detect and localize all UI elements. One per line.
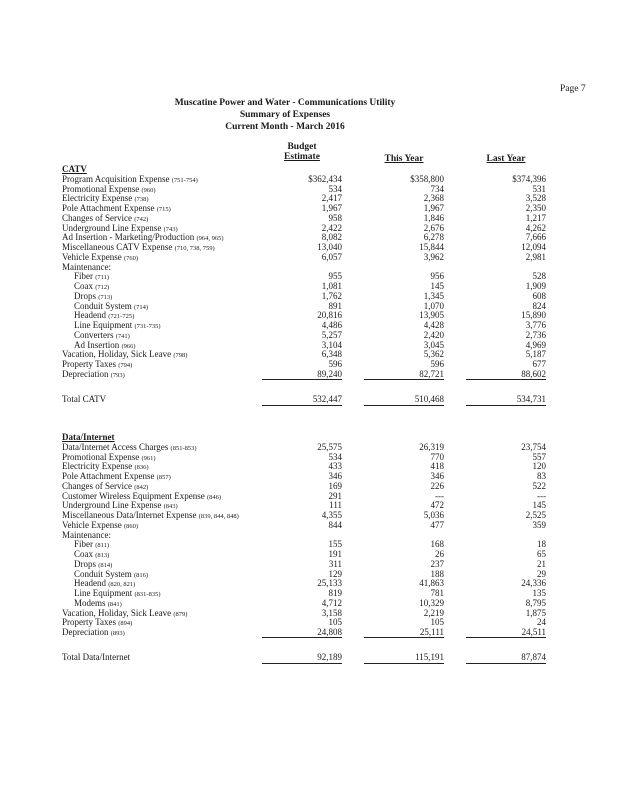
row-label-text: Property Taxes bbox=[62, 617, 116, 628]
this-year-value: 956 bbox=[430, 271, 444, 282]
budget-value: 6,057 bbox=[321, 251, 342, 262]
total-rule bbox=[466, 405, 546, 406]
budget-value: 1,762 bbox=[321, 290, 342, 301]
row-account-code: (794) bbox=[118, 362, 133, 369]
row-account-code: (836) bbox=[134, 464, 149, 472]
row-label-text: Ad Insertion - Marketing/Production bbox=[62, 232, 195, 243]
row-label-text: Headend bbox=[74, 578, 106, 589]
table-row bbox=[62, 271, 602, 281]
this-year-value: 2,368 bbox=[423, 193, 444, 204]
budget-value: 291 bbox=[328, 490, 342, 501]
last-year-value: 83 bbox=[537, 471, 546, 481]
row-account-code: (893) bbox=[110, 630, 125, 637]
last-year-value: 557 bbox=[532, 451, 546, 462]
catv-total-row bbox=[62, 394, 602, 404]
row-account-code: (842) bbox=[134, 483, 149, 491]
table-row bbox=[62, 549, 602, 559]
row-account-code: (846) bbox=[206, 493, 222, 501]
last-year-value: 21 bbox=[537, 558, 546, 569]
row-account-code: (966) bbox=[121, 342, 136, 350]
total-last-year-value: 534,731 bbox=[516, 393, 546, 404]
row-label-text: Customer Wireless Equipment Expense bbox=[62, 490, 205, 501]
table-row bbox=[62, 608, 602, 618]
row-label-text: Coax bbox=[74, 549, 93, 559]
this-year-value: 781 bbox=[430, 588, 444, 598]
budget-value: 129 bbox=[328, 568, 342, 579]
row-label-text: Maintenance: bbox=[62, 261, 111, 272]
row-account-code: (710, 738, 759) bbox=[174, 245, 215, 252]
row-account-code: (879) bbox=[173, 610, 188, 618]
budget-value: 25,575 bbox=[317, 441, 342, 452]
last-year-value: 12,094 bbox=[521, 242, 546, 252]
data-internet-total-row bbox=[62, 652, 602, 662]
row-label-text: Ad Insertion bbox=[74, 339, 120, 350]
budget-value: 89,240 bbox=[317, 368, 342, 379]
total-rule bbox=[262, 663, 342, 664]
last-year-value: 8,795 bbox=[525, 597, 546, 608]
budget-value: 2,422 bbox=[321, 222, 342, 233]
row-label-text: Vacation, Holiday, Sick Leave bbox=[62, 607, 172, 618]
budget-value: 955 bbox=[328, 271, 342, 282]
row-account-code: (741) bbox=[115, 332, 130, 340]
table-row bbox=[62, 262, 602, 272]
budget-value: 4,712 bbox=[321, 597, 342, 608]
table-row bbox=[62, 349, 602, 359]
table-row bbox=[62, 617, 602, 627]
row-account-code: (793) bbox=[110, 371, 125, 379]
row-label-text: Miscellaneous CATV Expense bbox=[62, 242, 173, 252]
table-row bbox=[62, 530, 602, 540]
this-year-value: 1,846 bbox=[423, 212, 444, 223]
row-account-code: (760) bbox=[123, 254, 139, 262]
this-year-value: 2,420 bbox=[423, 329, 444, 340]
table-row bbox=[62, 491, 602, 501]
budget-value: 433 bbox=[328, 461, 342, 472]
table-row bbox=[62, 301, 602, 311]
budget-value: 155 bbox=[328, 539, 342, 550]
total-budget-value: 92,189 bbox=[317, 651, 342, 662]
row-account-code: (751-754) bbox=[171, 176, 198, 184]
row-account-code: (742) bbox=[134, 215, 149, 223]
row-label-text: Underground Line Expense bbox=[62, 222, 162, 233]
row-label-text: Electricity Expense bbox=[62, 461, 133, 472]
last-year-value: 65 bbox=[537, 549, 546, 559]
row-label-text: Vehicle Expense bbox=[62, 519, 122, 530]
row-account-code: (811) bbox=[95, 542, 110, 550]
this-year-value: 1,345 bbox=[423, 290, 444, 301]
row-account-code: (798) bbox=[173, 352, 188, 360]
table-row bbox=[62, 252, 602, 262]
total-rule bbox=[262, 405, 342, 406]
budget-value: 891 bbox=[328, 300, 342, 311]
row-label-text: Fiber bbox=[74, 539, 93, 550]
row-label-text: Underground Line Expense bbox=[62, 500, 162, 511]
row-account-code: (841) bbox=[107, 600, 122, 608]
this-year-value: 3,962 bbox=[423, 251, 444, 262]
budget-value: 844 bbox=[328, 519, 342, 530]
row-account-code: (738) bbox=[134, 196, 149, 204]
last-year-value: 359 bbox=[532, 519, 546, 530]
last-year-value: 4,969 bbox=[525, 339, 546, 350]
this-year-value: 82,721 bbox=[419, 368, 444, 379]
this-year-value: 346 bbox=[430, 471, 444, 481]
budget-value: 105 bbox=[328, 617, 342, 628]
last-year-value: 2,350 bbox=[525, 203, 546, 213]
row-label-text: Depreciation bbox=[62, 627, 109, 637]
row-account-code: (743) bbox=[163, 225, 178, 233]
last-year-value: 522 bbox=[532, 480, 546, 491]
table-row bbox=[62, 500, 602, 510]
last-year-value: 3,776 bbox=[525, 320, 546, 330]
last-year-value: $374,396 bbox=[512, 173, 546, 184]
this-year-value: 472 bbox=[430, 500, 444, 511]
subtotal-rule bbox=[364, 637, 444, 638]
table-row bbox=[62, 442, 602, 452]
this-year-value: 15,844 bbox=[419, 242, 444, 252]
table-row bbox=[62, 471, 602, 481]
row-label-text: Pole Attachment Expense bbox=[62, 471, 155, 481]
total-last-year-value: 87,874 bbox=[521, 651, 546, 662]
table-row bbox=[62, 520, 602, 530]
table-row bbox=[62, 340, 602, 350]
total-rule bbox=[364, 663, 444, 664]
budget-value: 1,967 bbox=[321, 203, 342, 213]
this-year-value: 770 bbox=[430, 451, 444, 462]
subtotal-rule bbox=[262, 379, 342, 380]
row-label-text: Promotional Expense bbox=[62, 183, 140, 194]
data-internet-heading: Data/Internet bbox=[62, 432, 115, 442]
last-year-value: 29 bbox=[537, 568, 546, 579]
budget-value: 8,082 bbox=[321, 232, 342, 243]
subtotal-rule bbox=[466, 637, 546, 638]
budget-value: 4,486 bbox=[321, 320, 342, 330]
this-year-value: 4,428 bbox=[423, 320, 444, 330]
total-this-year-value: 510,468 bbox=[414, 393, 444, 404]
row-label-text: Drops bbox=[74, 558, 96, 569]
this-year-value: 25,111 bbox=[419, 627, 444, 637]
this-year-value: 1,967 bbox=[423, 203, 444, 213]
table-row bbox=[62, 369, 602, 379]
last-year-value: 24,511 bbox=[521, 627, 546, 637]
row-account-code: (851-853) bbox=[170, 444, 197, 452]
row-label-text: Coax bbox=[74, 281, 93, 291]
total-this-year-value: 115,191 bbox=[415, 651, 444, 662]
table-row bbox=[62, 203, 602, 213]
budget-value: 3,104 bbox=[321, 339, 342, 350]
row-account-code: (960) bbox=[141, 186, 156, 194]
row-label-text: Modems bbox=[74, 597, 106, 608]
table-row bbox=[62, 330, 602, 340]
row-label-text: Conduit System bbox=[74, 300, 132, 311]
table-row bbox=[62, 320, 602, 330]
last-year-value: 1,875 bbox=[525, 607, 546, 618]
last-year-value: 531 bbox=[532, 183, 546, 194]
row-account-code: (894) bbox=[118, 620, 133, 628]
last-year-value: 677 bbox=[532, 359, 546, 369]
row-label-text: Line Equipment bbox=[74, 320, 133, 330]
row-label-text: Drops bbox=[74, 290, 96, 301]
budget-value: 191 bbox=[328, 549, 342, 559]
row-account-code: (814) bbox=[98, 561, 113, 569]
this-year-value: 418 bbox=[430, 461, 444, 472]
table-row bbox=[62, 213, 602, 223]
row-label-text: Conduit System bbox=[74, 568, 132, 579]
table-row bbox=[62, 193, 602, 203]
last-year-value: 824 bbox=[532, 300, 546, 311]
last-year-value: --- bbox=[537, 490, 546, 501]
row-account-code: (860) bbox=[123, 522, 139, 530]
report-period: Current Month - March 2016 bbox=[225, 122, 345, 132]
subtotal-rule bbox=[262, 637, 342, 638]
this-year-value: 168 bbox=[430, 539, 444, 550]
table-row bbox=[62, 174, 602, 184]
last-year-value: 608 bbox=[532, 290, 546, 301]
col-header-last-year-label: Last Year bbox=[486, 154, 526, 164]
row-label-text: Changes of Service bbox=[62, 212, 132, 223]
total-rule bbox=[466, 663, 546, 664]
budget-value: 1,081 bbox=[321, 281, 342, 291]
page-number: Page 7 bbox=[560, 84, 586, 94]
this-year-value: 2,676 bbox=[423, 222, 444, 233]
this-year-value: 2,219 bbox=[423, 607, 444, 618]
this-year-value: 734 bbox=[430, 183, 444, 194]
last-year-value: 1,217 bbox=[525, 212, 546, 223]
budget-value: $362,434 bbox=[308, 173, 342, 184]
row-account-code: (712) bbox=[95, 284, 110, 291]
col-header-budget bbox=[262, 142, 342, 162]
this-year-value: 1,070 bbox=[423, 300, 444, 311]
budget-value: 958 bbox=[328, 212, 342, 223]
budget-value: 13,040 bbox=[317, 242, 342, 252]
row-account-code: (816) bbox=[134, 571, 149, 579]
row-label-text: Electricity Expense bbox=[62, 193, 133, 204]
budget-value: 346 bbox=[328, 471, 342, 481]
this-year-value: 13,905 bbox=[419, 310, 444, 321]
last-year-value: 4,262 bbox=[525, 222, 546, 233]
row-account-code: (857) bbox=[156, 474, 171, 481]
table-row bbox=[62, 539, 602, 549]
budget-value: 534 bbox=[328, 183, 342, 194]
row-account-code: (843) bbox=[163, 503, 178, 511]
last-year-value: 135 bbox=[532, 588, 546, 598]
table-row bbox=[62, 232, 602, 242]
budget-value: 819 bbox=[328, 588, 342, 598]
row-account-code: (731-735) bbox=[134, 323, 161, 330]
table-row bbox=[62, 291, 602, 301]
table-row bbox=[62, 598, 602, 608]
row-account-code: (711) bbox=[95, 274, 110, 282]
table-row bbox=[62, 242, 602, 252]
row-label-text: Data/Internet Access Charges bbox=[62, 441, 169, 452]
last-year-value: 24,336 bbox=[521, 578, 546, 589]
row-label bbox=[62, 369, 125, 381]
subtotal-rule bbox=[466, 379, 546, 380]
budget-value: 25,133 bbox=[317, 578, 342, 589]
last-year-value: 15,890 bbox=[521, 310, 546, 321]
last-year-value: 5,187 bbox=[525, 349, 546, 360]
last-year-value: 24 bbox=[537, 617, 546, 628]
table-row bbox=[62, 481, 602, 491]
budget-value: 6,348 bbox=[321, 349, 342, 360]
table-row bbox=[62, 569, 602, 579]
budget-value: 20,816 bbox=[317, 310, 342, 321]
row-account-code: (721-725) bbox=[108, 313, 135, 321]
budget-value: 111 bbox=[329, 500, 342, 511]
row-label-text: Property Taxes bbox=[62, 359, 116, 369]
budget-value: 311 bbox=[328, 558, 342, 569]
row-label-text: Program Acquisition Expense bbox=[62, 173, 170, 184]
table-row bbox=[62, 578, 602, 588]
catv-heading: CATV bbox=[62, 164, 87, 174]
this-year-value: 3,045 bbox=[423, 339, 444, 350]
table-row bbox=[62, 452, 602, 462]
this-year-value: 5,362 bbox=[423, 349, 444, 360]
total-label: Total CATV bbox=[62, 393, 107, 404]
row-label-text: Pole Attachment Expense bbox=[62, 203, 155, 213]
budget-value: 4,355 bbox=[321, 510, 342, 520]
last-year-value: 23,754 bbox=[521, 441, 546, 452]
this-year-value: 26,319 bbox=[419, 441, 444, 452]
budget-value: 2,417 bbox=[321, 193, 342, 204]
table-row bbox=[62, 281, 602, 291]
report-subtitle: Summary of Expenses bbox=[239, 110, 331, 120]
col-header-this-year-label: This Year bbox=[384, 154, 424, 164]
this-year-value: 237 bbox=[430, 558, 444, 569]
table-row bbox=[62, 588, 602, 598]
table-row bbox=[62, 310, 602, 320]
table-row bbox=[62, 510, 602, 520]
last-year-value: 18 bbox=[537, 539, 546, 550]
last-year-value: 2,981 bbox=[525, 251, 546, 262]
this-year-value: 26 bbox=[435, 549, 444, 559]
this-year-value: 105 bbox=[430, 617, 444, 628]
last-year-value: 2,736 bbox=[525, 329, 546, 340]
this-year-value: 226 bbox=[430, 480, 444, 491]
last-year-value: 2,525 bbox=[525, 510, 546, 520]
total-rule bbox=[364, 405, 444, 406]
report-title-block bbox=[150, 97, 420, 133]
col-header-this-year bbox=[364, 154, 444, 164]
row-account-code: (713) bbox=[98, 293, 113, 301]
row-label-text: Line Equipment bbox=[74, 588, 133, 598]
table-row bbox=[62, 627, 602, 637]
last-year-value: 1,909 bbox=[525, 281, 546, 291]
this-year-value: --- bbox=[435, 490, 444, 501]
budget-value: 596 bbox=[328, 359, 342, 369]
row-label-text: Miscellaneous Data/Internet Expense bbox=[62, 510, 197, 520]
this-year-value: 596 bbox=[430, 359, 444, 369]
this-year-value: 477 bbox=[430, 519, 444, 530]
total-budget-value: 532,447 bbox=[312, 393, 342, 404]
row-account-code: (714) bbox=[134, 303, 149, 311]
budget-value: 3,158 bbox=[321, 607, 342, 618]
table-row bbox=[62, 223, 602, 233]
row-account-code: (839, 844, 848) bbox=[198, 513, 239, 520]
this-year-value: 41,863 bbox=[419, 578, 444, 589]
total-label: Total Data/Internet bbox=[62, 651, 131, 662]
row-label-text: Headend bbox=[74, 310, 106, 321]
col-header-last-year bbox=[466, 154, 546, 164]
this-year-value: 10,329 bbox=[419, 597, 444, 608]
row-label-text: Changes of Service bbox=[62, 480, 132, 491]
row-account-code: (964, 965) bbox=[196, 235, 224, 243]
row-account-code: (820, 821) bbox=[108, 581, 136, 589]
this-year-value: 145 bbox=[430, 281, 444, 291]
row-account-code: (961) bbox=[141, 454, 156, 462]
row-account-code: (813) bbox=[95, 552, 110, 559]
col-header-budget-label: Estimate bbox=[284, 152, 320, 162]
table-row bbox=[62, 184, 602, 194]
last-year-value: 145 bbox=[532, 500, 546, 511]
row-account-code: (715) bbox=[156, 206, 171, 213]
row-label-text: Fiber bbox=[74, 271, 93, 282]
row-label-text: Vacation, Holiday, Sick Leave bbox=[62, 349, 172, 360]
row-label-text: Converters bbox=[74, 329, 114, 340]
this-year-value: 5,036 bbox=[423, 510, 444, 520]
budget-value: 169 bbox=[328, 480, 342, 491]
budget-value: 534 bbox=[328, 451, 342, 462]
this-year-value: 6,278 bbox=[423, 232, 444, 243]
row-label-text: Maintenance: bbox=[62, 529, 111, 540]
budget-value: 5,257 bbox=[321, 329, 342, 340]
last-year-value: 7,666 bbox=[525, 232, 546, 243]
budget-value: 24,808 bbox=[317, 627, 342, 637]
last-year-value: 3,528 bbox=[525, 193, 546, 204]
report-title: Muscatine Power and Water - Communications Utility bbox=[174, 98, 396, 108]
row-account-code: (831-835) bbox=[134, 591, 161, 598]
row-label bbox=[62, 627, 125, 639]
row-label-text: Vehicle Expense bbox=[62, 251, 122, 262]
last-year-value: 88,602 bbox=[521, 368, 546, 379]
last-year-value: 528 bbox=[532, 271, 546, 282]
table-row bbox=[62, 461, 602, 471]
col-header-budget-top: Budget bbox=[287, 142, 317, 152]
subtotal-rule bbox=[364, 379, 444, 380]
row-label-text: Promotional Expense bbox=[62, 451, 140, 462]
this-year-value: $358,800 bbox=[410, 173, 444, 184]
table-row bbox=[62, 359, 602, 369]
row-label-text: Depreciation bbox=[62, 368, 109, 379]
last-year-value: 120 bbox=[532, 461, 546, 472]
this-year-value: 188 bbox=[430, 568, 444, 579]
table-row bbox=[62, 559, 602, 569]
